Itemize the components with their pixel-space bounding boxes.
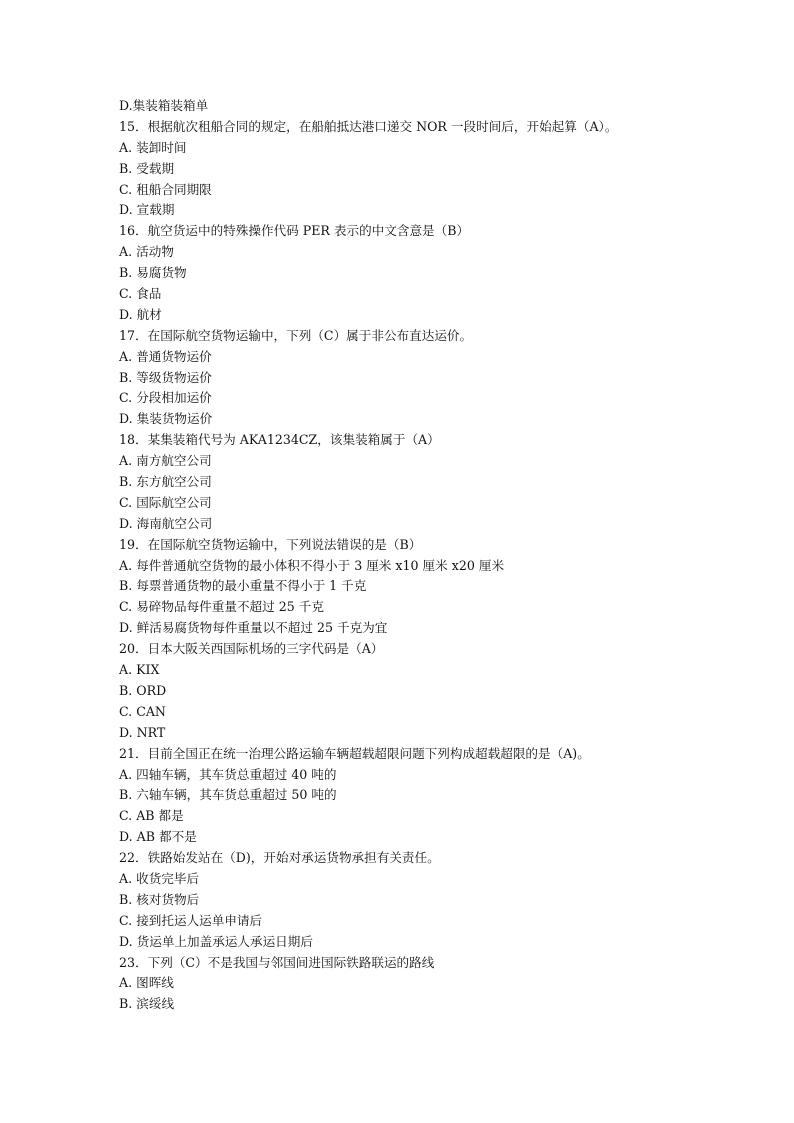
option-line: D.集装箱装箱单 <box>119 98 209 113</box>
option-line: D. 航材 <box>119 306 162 322</box>
question-line: 19．在国际航空货物运输中，下列说法错误的是（B） <box>119 536 422 552</box>
option-line: B. 等级货物运价 <box>119 369 212 385</box>
option-line: D. 货运单上加盖承运人承运日期后 <box>119 933 313 949</box>
option-line: C. 接到托运人运单申请后 <box>119 912 263 928</box>
option-line: B. 滨绥线 <box>119 996 175 1012</box>
question-line: 16．航空货运中的特殊操作代码 PER 表示的中文含意是（B） <box>119 223 470 239</box>
option-line: A. 普通货物运价 <box>119 348 212 364</box>
option-line: D. 鲜活易腐货物每件重量以不超过 25 千克为宜 <box>119 620 388 636</box>
option-line: B. 六轴车辆，其车货总重超过 50 吨的 <box>119 787 337 803</box>
option-line: A. 每件普通航空货物的最小体积不得小于 3 厘米 x10 厘米 x20 厘米 <box>119 557 505 573</box>
option-line: A. 活动物 <box>119 244 174 260</box>
option-line: D. 集装货物运价 <box>119 411 213 427</box>
option-line: B. 核对货物后 <box>119 891 200 907</box>
option-line: B. 东方航空公司 <box>119 474 212 490</box>
question-line: 21．目前全国正在统一治理公路运输车辆超载超限问题下列构成超载超限的是（A)。 <box>119 745 590 761</box>
option-line: B. 每票普通货物的最小重量不得小于 1 千克 <box>119 578 367 594</box>
option-line: A. 南方航空公司 <box>119 453 212 469</box>
option-line: A. 四轴车辆，其车货总重超过 40 吨的 <box>119 766 337 782</box>
option-line: B. ORD <box>119 682 167 698</box>
document-page <box>119 96 679 1015</box>
option-line: C. 租船合同期限 <box>119 181 212 197</box>
question-line: 20．日本大阪关西国际机场的三字代码是（A） <box>119 641 384 657</box>
option-line: C. 食品 <box>119 286 162 302</box>
option-line: C. 国际航空公司 <box>119 494 212 510</box>
option-line: A. 装卸时间 <box>119 139 187 155</box>
option-line: C. 易碎物品每件重量不超过 25 千克 <box>119 599 324 615</box>
question-line: 15．根据航次租船合同的规定，在船舶抵达港口递交 NOR 一段时间后，开始起算（A）。 <box>119 118 618 134</box>
option-line: B. 易腐货物 <box>119 265 187 281</box>
question-line: 17．在国际航空货物运输中，下列（C）属于非公布直达运价。 <box>119 327 473 343</box>
question-line: 23．下列（C）不是我国与邻国间进国际铁路联运的路线 <box>119 954 435 970</box>
option-line: C. 分段相加运价 <box>119 390 212 406</box>
question-line: 22．铁路始发站在（D)，开始对承运货物承担有关责任。 <box>119 850 440 866</box>
option-line: A. 图晖线 <box>119 975 174 991</box>
option-line: D. AB 都不是 <box>119 829 197 845</box>
option-line: D. 海南航空公司 <box>119 515 213 531</box>
option-line: A. KIX <box>119 662 160 678</box>
option-line: D. NRT <box>119 724 166 740</box>
option-line: C. AB 都是 <box>119 808 184 824</box>
option-line: A. 收货完毕后 <box>119 870 200 886</box>
option-line: D. 宣载期 <box>119 202 175 218</box>
question-line: 18．某集装箱代号为 AKA1234CZ，该集装箱属于（A） <box>119 432 440 448</box>
option-line: C. CAN <box>119 703 166 719</box>
option-line: B. 受载期 <box>119 160 175 176</box>
